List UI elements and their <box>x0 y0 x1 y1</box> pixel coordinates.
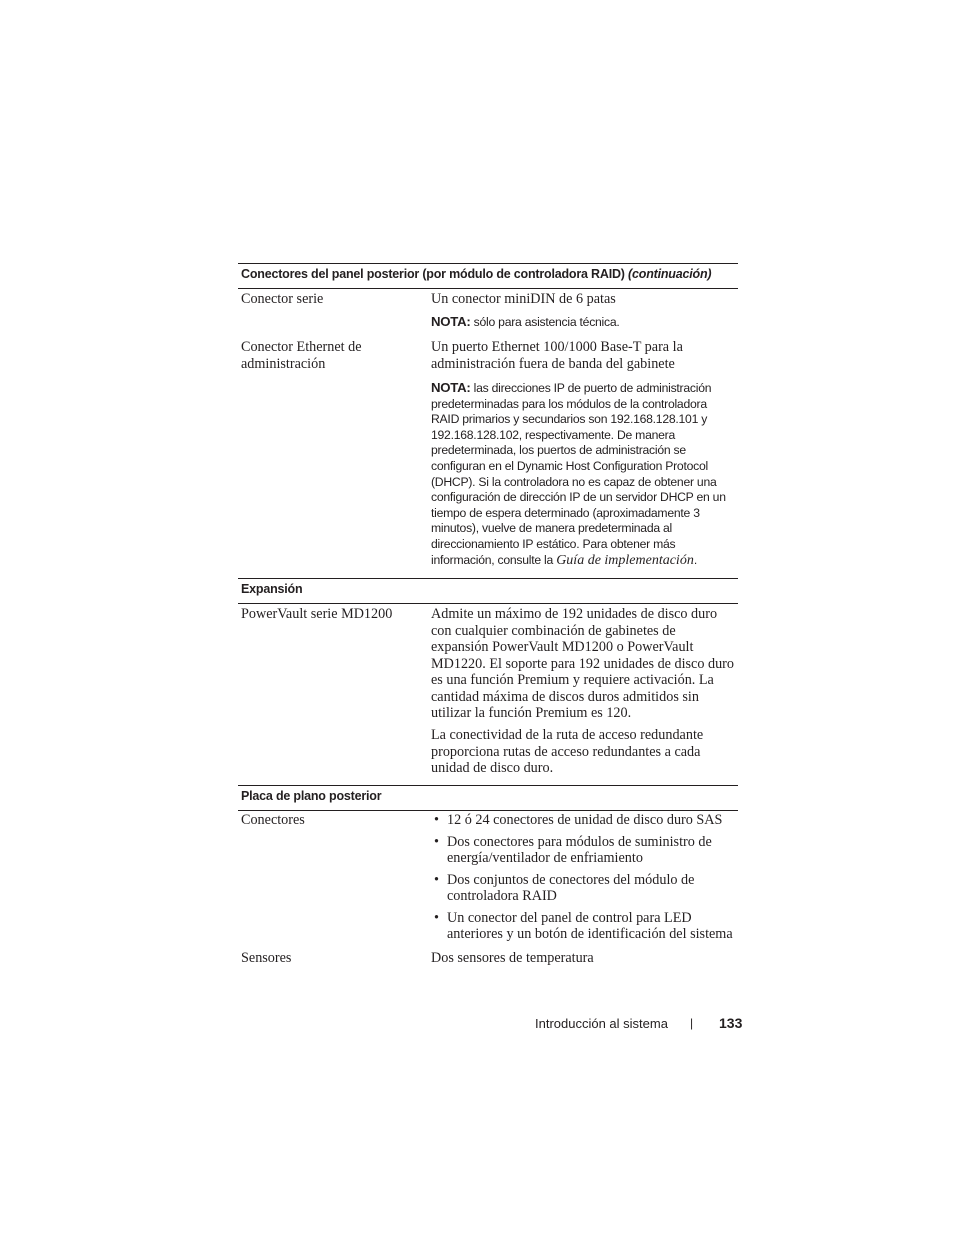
note-text: las direcciones IP de puerto de administración predeterminadas para los módulos de la controladora RAID primarios y secundarios son 192.168.128.101 y 192.168.128.102, respectivamente. De manera predeterminada, los puertos de administración se configuran en el Dynamic Host Configuration Protocol (DHCP). Si la controladora no es capaz de obtener una configuración de dirección IP de un servidor DHCP en un tiempo de espera determinado (aproximadamente 3 minutos), vuelve de manera predeterminada al direccionamiento IP estático. Para obtener más información, consulte la <box>431 381 726 567</box>
bullet-icon: • <box>434 812 439 828</box>
connectors-label: Conectores <box>241 812 305 828</box>
note-text: sólo para asistencia técnica. <box>473 315 620 329</box>
note-prefix: NOTA: <box>431 314 471 329</box>
footer-separator: | <box>690 1016 694 1030</box>
section-heading-rule <box>238 603 738 604</box>
section-heading-rear-panel-connectors <box>241 267 711 281</box>
deployment-guide-reference: Guía de implementación <box>556 552 694 568</box>
md1200-value: Admite un máximo de 192 unidades de disco duro con cualquier combinación de gabinetes de expansión PowerVault MD1200 o PowerVault MD1220. El soporte para 192 unidades de disco duro es una función Premium y requiere activación. La cantidad máxima de discos duros admitidos sin utilizar la función Premium es 120. <box>431 606 735 721</box>
list-item-text: Dos conjuntos de conectores del módulo de controladora RAID <box>447 872 695 904</box>
section-heading-rule <box>238 288 738 289</box>
list-item <box>431 812 736 828</box>
footer-chapter-title: Introducción al sistema <box>535 1016 668 1031</box>
list-item <box>431 910 736 942</box>
section-heading-expansion: Expansión <box>241 582 303 596</box>
page-number: 133 <box>719 1015 743 1031</box>
list-item-text: Dos conectores para módulos de suministro de energía/ventilador de enfriamiento <box>447 834 712 866</box>
ethernet-connector-label: Conector Ethernet de administración <box>241 339 362 372</box>
bullet-icon: • <box>434 910 439 926</box>
section-rule <box>238 578 738 579</box>
section-heading-continuation: (continuación) <box>628 267 712 281</box>
section-heading-rule <box>238 810 738 811</box>
section-heading-backplane: Placa de plano posterior <box>241 789 382 803</box>
bullet-icon: • <box>434 872 439 888</box>
section-heading-text: Conectores del panel posterior (por módulo de controladora RAID) <box>241 267 625 281</box>
serial-connector-label: Conector serie <box>241 291 324 307</box>
note-end: . <box>693 552 697 567</box>
md1200-label: PowerVault serie MD1200 <box>241 606 393 622</box>
list-item <box>431 834 736 866</box>
redundant-path-value: La conectividad de la ruta de acceso redundante proporciona rutas de acceso redundantes a cada unidad de disco duro. <box>431 727 704 776</box>
list-item-text: 12 ó 24 conectores de unidad de disco duro SAS <box>447 812 723 828</box>
section-rule <box>238 785 738 786</box>
ethernet-connector-note <box>431 380 736 568</box>
sensors-value: Dos sensores de temperatura <box>431 950 594 966</box>
serial-connector-value: Un conector miniDIN de 6 patas <box>431 291 616 307</box>
note-prefix: NOTA: <box>431 380 471 395</box>
connectors-list <box>431 812 736 942</box>
bullet-icon: • <box>434 834 439 850</box>
list-item-text: Un conector del panel de control para LED anteriores y un botón de identificación del sistema <box>447 910 733 942</box>
sensors-label: Sensores <box>241 950 292 966</box>
list-item <box>431 872 736 904</box>
ethernet-connector-value: Un puerto Ethernet 100/1000 Base-T para la administración fuera de banda del gabinete <box>431 339 683 372</box>
table-top-rule <box>238 263 738 264</box>
serial-connector-note <box>431 314 736 331</box>
